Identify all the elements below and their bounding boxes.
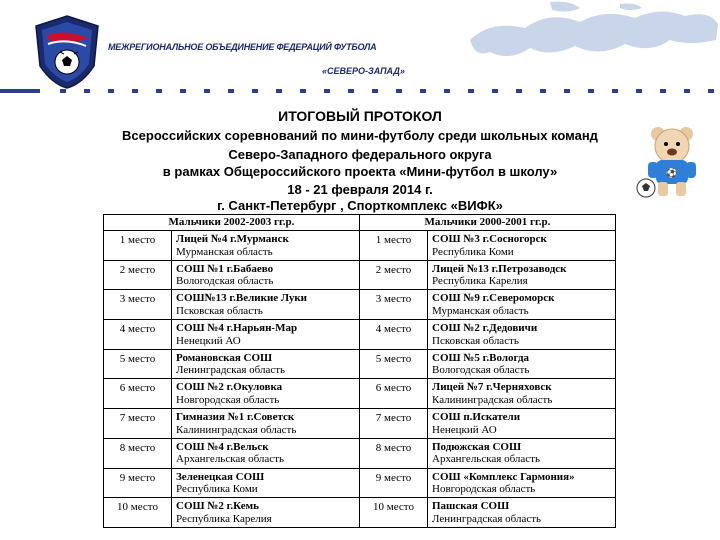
team-region: Новгородская область [432, 483, 536, 495]
team-name: СОШ «Комплекс Гармония» [432, 470, 575, 483]
place-cell-2002 [104, 409, 172, 439]
team-cell-2000 [428, 349, 616, 379]
team-region: Вологодская область [176, 275, 274, 288]
team-name: СОШ №4 г.Нарьян-Мар [176, 322, 298, 335]
team-cell-2000 [428, 290, 616, 320]
team-region: Мурманская область [432, 304, 529, 317]
team-name: Гимназия №1 г.Советск [176, 411, 295, 424]
table-row [104, 231, 616, 261]
team-cell-2000 [428, 468, 616, 498]
team-name: Лицей №13 г.Петрозаводск [432, 262, 567, 275]
table-row [104, 290, 616, 320]
team-region: Ненецкий АО [176, 334, 241, 347]
team-name: Зеленецкая СОШ [176, 470, 265, 483]
place-label: 10 место [117, 501, 158, 514]
team-region: Мурманская область [176, 245, 273, 258]
team-cell-2002 [172, 438, 360, 468]
team-region: Республика Коми [176, 483, 258, 495]
team-region: Псковская область [176, 304, 263, 317]
place-label: 2 место [375, 263, 412, 276]
team-cell-2000 [428, 498, 616, 528]
place-label: 3 место [119, 293, 156, 306]
place-cell-2000 [360, 379, 428, 409]
org-name-line1: МЕЖРЕГИОНАЛЬНОЕ ОБЪЕДИНЕНИЕ ФЕДЕРАЦИЙ ФУТБОЛА [108, 42, 377, 52]
team-region: Республика Коми [432, 245, 514, 258]
team-region: Ненецкий АО [432, 423, 497, 436]
team-cell-2002 [172, 498, 360, 528]
place-label: 3 место [375, 293, 412, 306]
team-name: Лицей №7 г.Черняховск [432, 381, 552, 394]
protocol-title: ИТОГОВЫЙ ПРОТОКОЛ [278, 108, 442, 124]
team-region: Архангельская область [432, 453, 540, 466]
subtitle-line-3: в рамках Общероссийского проекта «Мини-футбол в школу» [162, 164, 558, 179]
team-cell-2000 [428, 379, 616, 409]
subtitle-line-5: г. Санкт-Петербург , Спорткомплекс «ВИФК» [217, 198, 503, 213]
team-cell-2002 [172, 379, 360, 409]
team-cell-2002 [172, 260, 360, 290]
place-label: 9 место [375, 471, 412, 484]
team-cell-2000 [428, 409, 616, 439]
subtitle-line-2: Северо-Западного федерального округа [228, 147, 492, 162]
team-region: Архангельская область [176, 453, 284, 466]
place-label: 1 место [119, 234, 156, 246]
place-cell-2002 [104, 468, 172, 498]
team-name: СОШ №2 г.Дедовичи [432, 322, 538, 335]
place-label: 8 место [119, 441, 156, 454]
results-table [103, 214, 616, 528]
region-map-icon [430, 0, 720, 70]
place-cell-2002 [104, 498, 172, 528]
team-cell-2000 [428, 260, 616, 290]
team-cell-2000 [428, 320, 616, 350]
place-cell-2002 [104, 260, 172, 290]
team-name: СОШ№13 г.Великие Луки [176, 292, 308, 305]
place-cell-2000 [360, 468, 428, 498]
team-name: Романовская СОШ [176, 351, 273, 364]
place-label: 6 место [119, 382, 156, 395]
subtitle-line-1: Всероссийских соревнований по мини-футболу среди школьных команд [122, 128, 598, 143]
place-cell-2000 [360, 231, 428, 261]
place-label: 9 место [119, 471, 156, 484]
place-cell-2002 [104, 320, 172, 350]
team-region: Псковская область [432, 334, 519, 347]
table-row [104, 349, 616, 379]
team-name: СОШ №5 г.Вологда [432, 351, 530, 364]
header [0, 0, 720, 100]
place-cell-2002 [104, 231, 172, 261]
place-label: 7 место [375, 412, 412, 425]
boys-2002-2003-header: Мальчики 2002-2003 гг.р. [104, 215, 360, 231]
table-row [104, 498, 616, 528]
team-region: Калининградская область [176, 423, 297, 436]
team-region: Ленинградская область [432, 512, 542, 525]
table-row [104, 438, 616, 468]
team-cell-2002 [172, 349, 360, 379]
place-label: 4 место [119, 323, 156, 336]
team-region: Вологодская область [432, 364, 530, 377]
team-name: СОШ №3 г.Сосногорск [432, 233, 547, 245]
team-region: Республика Карелия [432, 275, 528, 288]
org-name-line2: «СЕВЕРО-ЗАПАД» [322, 66, 405, 76]
place-label: 8 место [375, 441, 412, 454]
federation-logo-icon [32, 14, 102, 90]
svg-text:⚽: ⚽ [666, 168, 678, 178]
place-label: 10 место [373, 501, 414, 514]
place-cell-2002 [104, 290, 172, 320]
team-cell-2000 [428, 438, 616, 468]
team-cell-2002 [172, 290, 360, 320]
subtitle-line-4: 18 - 21 февраля 2014 г. [287, 182, 433, 197]
bear-mascot-icon [628, 122, 708, 202]
place-label: 4 место [375, 323, 412, 336]
place-cell-2000 [360, 409, 428, 439]
place-cell-2002 [104, 379, 172, 409]
team-name: СОШ №2 г.Окуловка [176, 381, 283, 394]
team-name: СОШ п.Искатели [432, 411, 521, 424]
team-cell-2002 [172, 231, 360, 261]
team-name: СОШ №9 г.Североморск [432, 292, 555, 305]
table-row [104, 379, 616, 409]
table-row [104, 260, 616, 290]
place-cell-2000 [360, 498, 428, 528]
team-region: Новгородская область [176, 393, 280, 406]
decorative-divider [0, 86, 720, 96]
team-name: Подюжская СОШ [432, 440, 522, 453]
place-cell-2000 [360, 260, 428, 290]
team-name: СОШ №2 г.Кемь [176, 500, 259, 513]
place-label: 7 место [119, 412, 156, 425]
place-cell-2000 [360, 438, 428, 468]
place-cell-2000 [360, 320, 428, 350]
team-name: СОШ №4 г.Вельск [176, 440, 269, 453]
team-name: СОШ №1 г.Бабаево [176, 262, 274, 275]
table-row [104, 409, 616, 439]
place-cell-2000 [360, 290, 428, 320]
team-region: Ленинградская область [176, 364, 286, 377]
place-cell-2000 [360, 349, 428, 379]
team-name: Лицей №4 г.Мурманск [176, 233, 289, 245]
boys-2000-2001-header: Мальчики 2000-2001 гг.р. [360, 215, 616, 231]
place-cell-2002 [104, 349, 172, 379]
place-label: 5 место [375, 352, 412, 365]
team-cell-2002 [172, 320, 360, 350]
place-cell-2002 [104, 438, 172, 468]
team-region: Калининградская область [432, 393, 553, 406]
team-cell-2000 [428, 231, 616, 261]
place-label: 5 место [119, 352, 156, 365]
place-label: 1 место [375, 234, 412, 246]
team-region: Республика Карелия [176, 512, 272, 525]
team-name: Пашская СОШ [432, 500, 510, 513]
place-label: 2 место [119, 263, 156, 276]
table-row [104, 320, 616, 350]
team-cell-2002 [172, 468, 360, 498]
team-cell-2002 [172, 409, 360, 439]
table-row [104, 468, 616, 498]
place-label: 6 место [375, 382, 412, 395]
